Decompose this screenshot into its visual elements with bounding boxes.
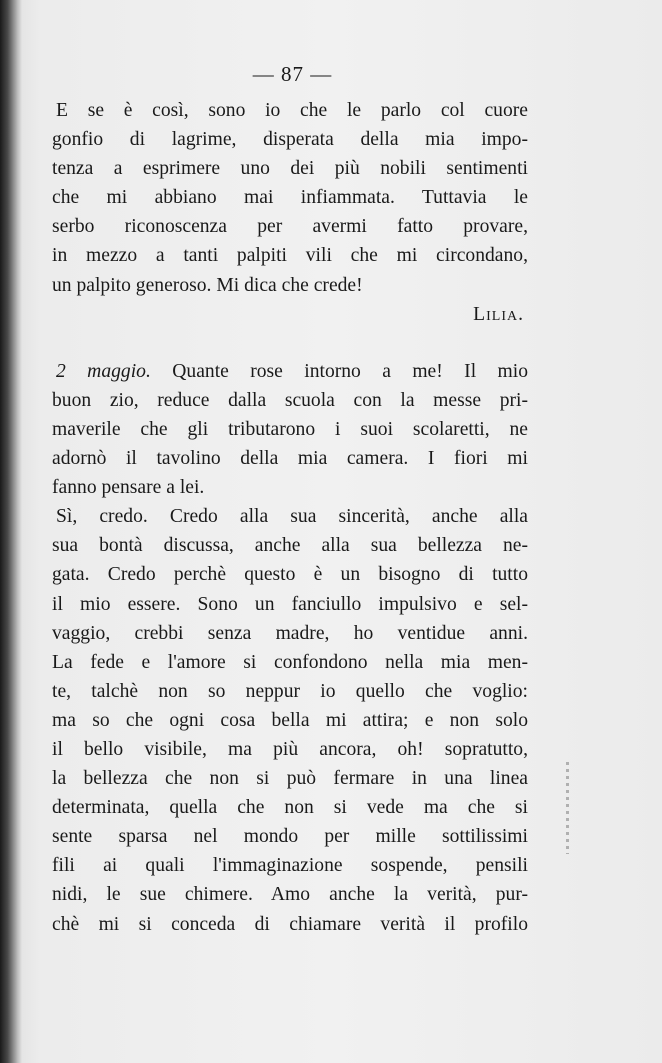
page-number: — 87 —: [252, 62, 333, 86]
text-line: un palpito generoso. Mi dica che crede!: [52, 274, 363, 296]
text-line: La fede e l'amore si confondono nella mia men-: [52, 651, 528, 673]
text-line: maverile che gli tributarono i suoi scolaretti, ne: [52, 418, 528, 440]
text-line: gata. Credo perchè questo è un bisogno di tutto: [52, 564, 528, 586]
text-line: determinata, quella che non si vede ma che si: [52, 797, 528, 819]
text-line: in mezzo a tanti palpiti vili che mi circondano,: [52, 245, 528, 267]
text-line: la bellezza che non si può fermare in una linea: [52, 768, 528, 790]
entry-first-line-text: Quante rose intorno a me! Il mio: [150, 360, 529, 382]
book-spine-shadow: [0, 0, 22, 1063]
text-line: il mio essere. Sono un fanciullo impulsivo e sel-: [52, 593, 528, 615]
text-line: nidi, le sue chimere. Amo anche la verità, pur-: [52, 884, 528, 906]
text-line: fili ai quali l'immaginazione sospende, pensili: [52, 855, 528, 877]
text-line: vaggio, crebbi senza madre, ho ventidue anni.: [52, 622, 528, 644]
section-gap: [52, 329, 528, 357]
text-line: E se è così, sono io che le parlo col cuore: [56, 100, 528, 121]
text-line: tenza a esprimere uno dei più nobili sentimenti: [52, 158, 528, 180]
text-line: Sì, credo. Credo alla sua sincerità, anche alla: [56, 506, 528, 528]
text-line: te, talchè non so neppur io quello che voglio:: [52, 680, 528, 702]
entry-date: 2 maggio.: [56, 360, 151, 382]
diary-entry-first-line: [52, 357, 528, 386]
text-line: fanno pensare a lei.: [52, 477, 205, 499]
text-line: il bello visibile, ma più ancora, oh! sopratutto,: [52, 738, 528, 760]
text-line: serbo riconoscenza per avermi fatto provare,: [52, 216, 528, 238]
text-line: che mi abbiano mai infiammata. Tuttavia le: [52, 187, 528, 209]
text-line: buon zio, reduce dalla scuola con la messe pri-: [52, 389, 528, 411]
text-line: sua bontà discussa, anche alla sua bellezza ne-: [52, 535, 528, 557]
text-line: chè mi si conceda di chiamare verità il profilo: [52, 913, 528, 935]
text-line: sente sparsa nel mondo per mille sottilissimi: [52, 826, 528, 848]
margin-pencil-mark: [566, 762, 569, 854]
text-line: gonfio di lagrime, disperata della mia impo-: [52, 129, 528, 151]
text-line: ma so che ogni cosa bella mi attira; e non solo: [52, 709, 528, 731]
signature: Lilia.: [473, 303, 524, 325]
text-line: adornò il tavolino della mia camera. I fiori mi: [52, 448, 528, 470]
page-text: [52, 96, 528, 939]
